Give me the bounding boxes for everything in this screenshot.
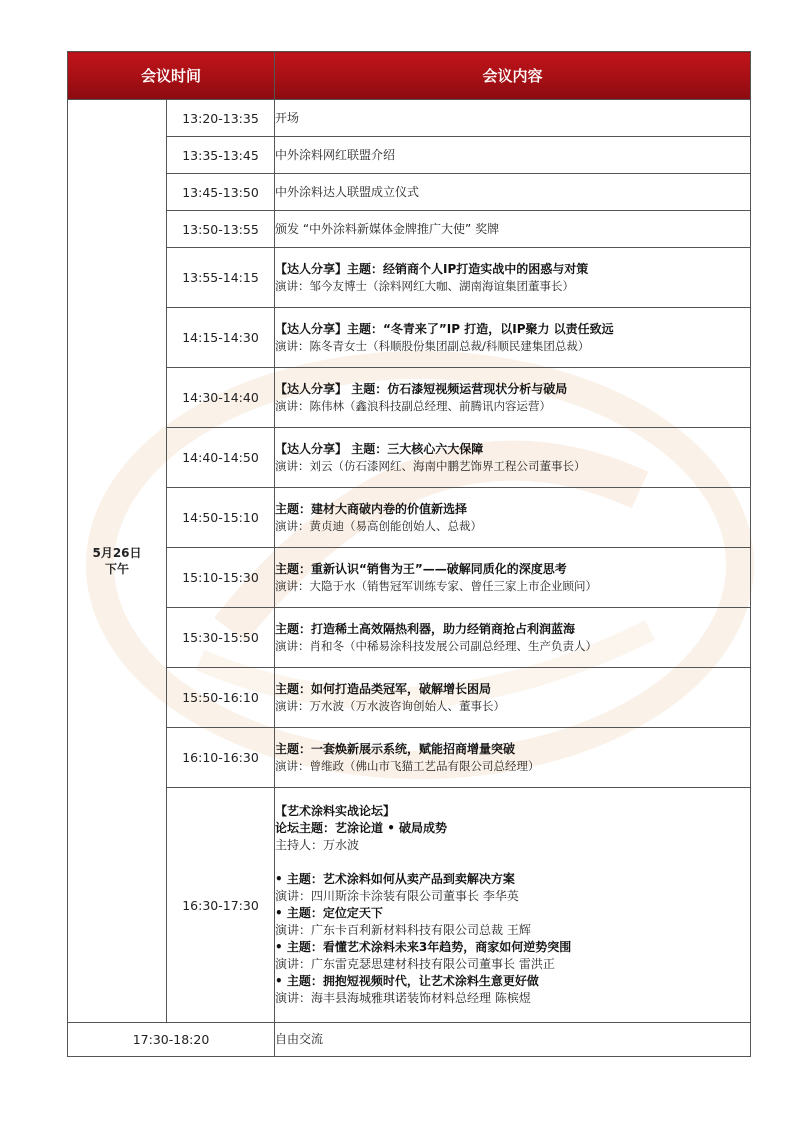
date-day: 5月26日 [92, 546, 142, 560]
closing-time: 17:30-18:20 [68, 1023, 275, 1057]
row-time: 13:20-13:35 [167, 100, 275, 137]
row-time: 13:55-14:15 [167, 248, 275, 308]
table-row [68, 608, 751, 668]
agenda-table [67, 51, 751, 1057]
table-row [68, 1023, 751, 1057]
row-time: 15:10-15:30 [167, 548, 275, 608]
forum-host: 主持人：万水波 [275, 838, 360, 852]
row-title: 【达人分享】 主题：仿石漆短视频运营现状分析与破局 [275, 381, 568, 396]
forum-title: 【艺术涂料实战论坛】 [275, 804, 396, 818]
row-content [275, 548, 751, 608]
forum-talk-speaker: 演讲：海丰县海城雅琪诺装饰材料总经理 陈槟煜 [275, 991, 531, 1005]
table-row [68, 100, 751, 137]
header-time: 会议时间 [68, 52, 275, 100]
table-row [68, 308, 751, 368]
forum-time: 16:30-17:30 [167, 788, 275, 1023]
row-title: 主题：打造稀土高效隔热利器，助力经销商抢占利润蓝海 [275, 621, 576, 636]
table-header [68, 52, 751, 100]
row-content [275, 728, 751, 788]
row-time: 13:45-13:50 [167, 174, 275, 211]
row-title: 颁发 “中外涂料新媒体金牌推广大使” 奖牌 [275, 211, 751, 248]
row-title: 主题：建材大商破内卷的价值新选择 [275, 501, 468, 516]
spacer [275, 854, 750, 871]
row-speaker: 演讲：曾维政（佛山市飞猫工艺品有限公司总经理） [275, 758, 540, 773]
row-speaker: 演讲：万水波（万水波咨询创始人、董事长） [275, 698, 506, 713]
row-content [275, 608, 751, 668]
table-row [68, 211, 751, 248]
row-speaker: 演讲：黄贞迪（易高创能创始人、总裁） [275, 518, 483, 533]
row-content [275, 368, 751, 428]
date-period: 下午 [104, 562, 129, 576]
table-row [68, 174, 751, 211]
row-title: 【达人分享】主题：经销商个人IP打造实战中的困惑与对策 [275, 261, 589, 276]
forum-talk-title: • 主题：看懂艺术涂料未来3年趋势，商家如何逆势突围 [275, 940, 572, 954]
table-row [68, 728, 751, 788]
forum-talk-speaker: 演讲：广东雷克瑟思建材科技有限公司董事长 雷洪正 [275, 957, 555, 971]
row-speaker: 演讲：刘云（仿石漆网红、海南中鹏艺饰界工程公司董事长） [275, 458, 586, 473]
table-row [68, 248, 751, 308]
row-time: 13:35-13:45 [167, 137, 275, 174]
table-row [68, 548, 751, 608]
row-title: 【达人分享】主题：“冬青来了”IP 打造，以IP聚力 以责任致远 [275, 321, 614, 336]
row-speaker: 演讲：大隐于水（销售冠军训练专家、曾任三家上市企业顾问） [275, 578, 598, 593]
forum-talk-speaker: 演讲：四川斯涂卡涂装有限公司董事长 李华英 [275, 889, 519, 903]
row-time: 14:30-14:40 [167, 368, 275, 428]
row-time: 14:40-14:50 [167, 428, 275, 488]
table-row [68, 488, 751, 548]
row-content [275, 668, 751, 728]
row-title: 主题：如何打造品类冠军，破解增长困局 [275, 681, 492, 696]
table-row [68, 668, 751, 728]
row-time: 16:10-16:30 [167, 728, 275, 788]
date-cell [68, 100, 167, 1023]
row-title: 主题：重新认识“销售为王”——破解同质化的深度思考 [275, 561, 567, 576]
row-speaker: 演讲：邹今友博士（涂料网红大咖、湖南海谊集团董事长） [275, 278, 575, 293]
forum-subtitle: 论坛主题：艺涂论道 • 破局成势 [275, 821, 448, 835]
row-content [275, 428, 751, 488]
closing-title: 自由交流 [275, 1023, 751, 1057]
forum-talk-title: • 主题：拥抱短视频时代，让艺术涂料生意更好做 [275, 974, 539, 988]
forum-talk-speaker: 演讲：广东卡百利新材料科技有限公司总裁 王辉 [275, 923, 531, 937]
row-time: 13:50-13:55 [167, 211, 275, 248]
forum-row [68, 788, 751, 1023]
table-row [68, 368, 751, 428]
forum-talk-title: • 主题：艺术涂料如何从卖产品到卖解决方案 [275, 872, 515, 886]
row-title: 中外涂料网红联盟介绍 [275, 137, 751, 174]
row-title: 中外涂料达人联盟成立仪式 [275, 174, 751, 211]
row-time: 14:50-15:10 [167, 488, 275, 548]
row-title: 主题：一套焕新展示系统，赋能招商增量突破 [275, 741, 516, 756]
row-time: 15:50-16:10 [167, 668, 275, 728]
row-content [275, 308, 751, 368]
row-speaker: 演讲：陈伟林（鑫浪科技副总经理、前腾讯内容运营） [275, 398, 552, 413]
row-content [275, 488, 751, 548]
row-title: 【达人分享】 主题：三大核心六大保障 [275, 441, 484, 456]
table-row [68, 428, 751, 488]
header-content: 会议内容 [275, 52, 751, 100]
forum-talk-title: • 主题：定位定天下 [275, 906, 383, 920]
row-title: 开场 [275, 100, 751, 137]
table-row [68, 137, 751, 174]
row-content [275, 248, 751, 308]
row-time: 14:15-14:30 [167, 308, 275, 368]
row-speaker: 演讲：肖和冬（中稀易涂科技发展公司副总经理、生产负责人） [275, 638, 598, 653]
forum-content [275, 788, 751, 1023]
row-speaker: 演讲：陈冬青女士（科顺股份集团副总裁/科顺民建集团总裁） [275, 338, 590, 353]
row-time: 15:30-15:50 [167, 608, 275, 668]
